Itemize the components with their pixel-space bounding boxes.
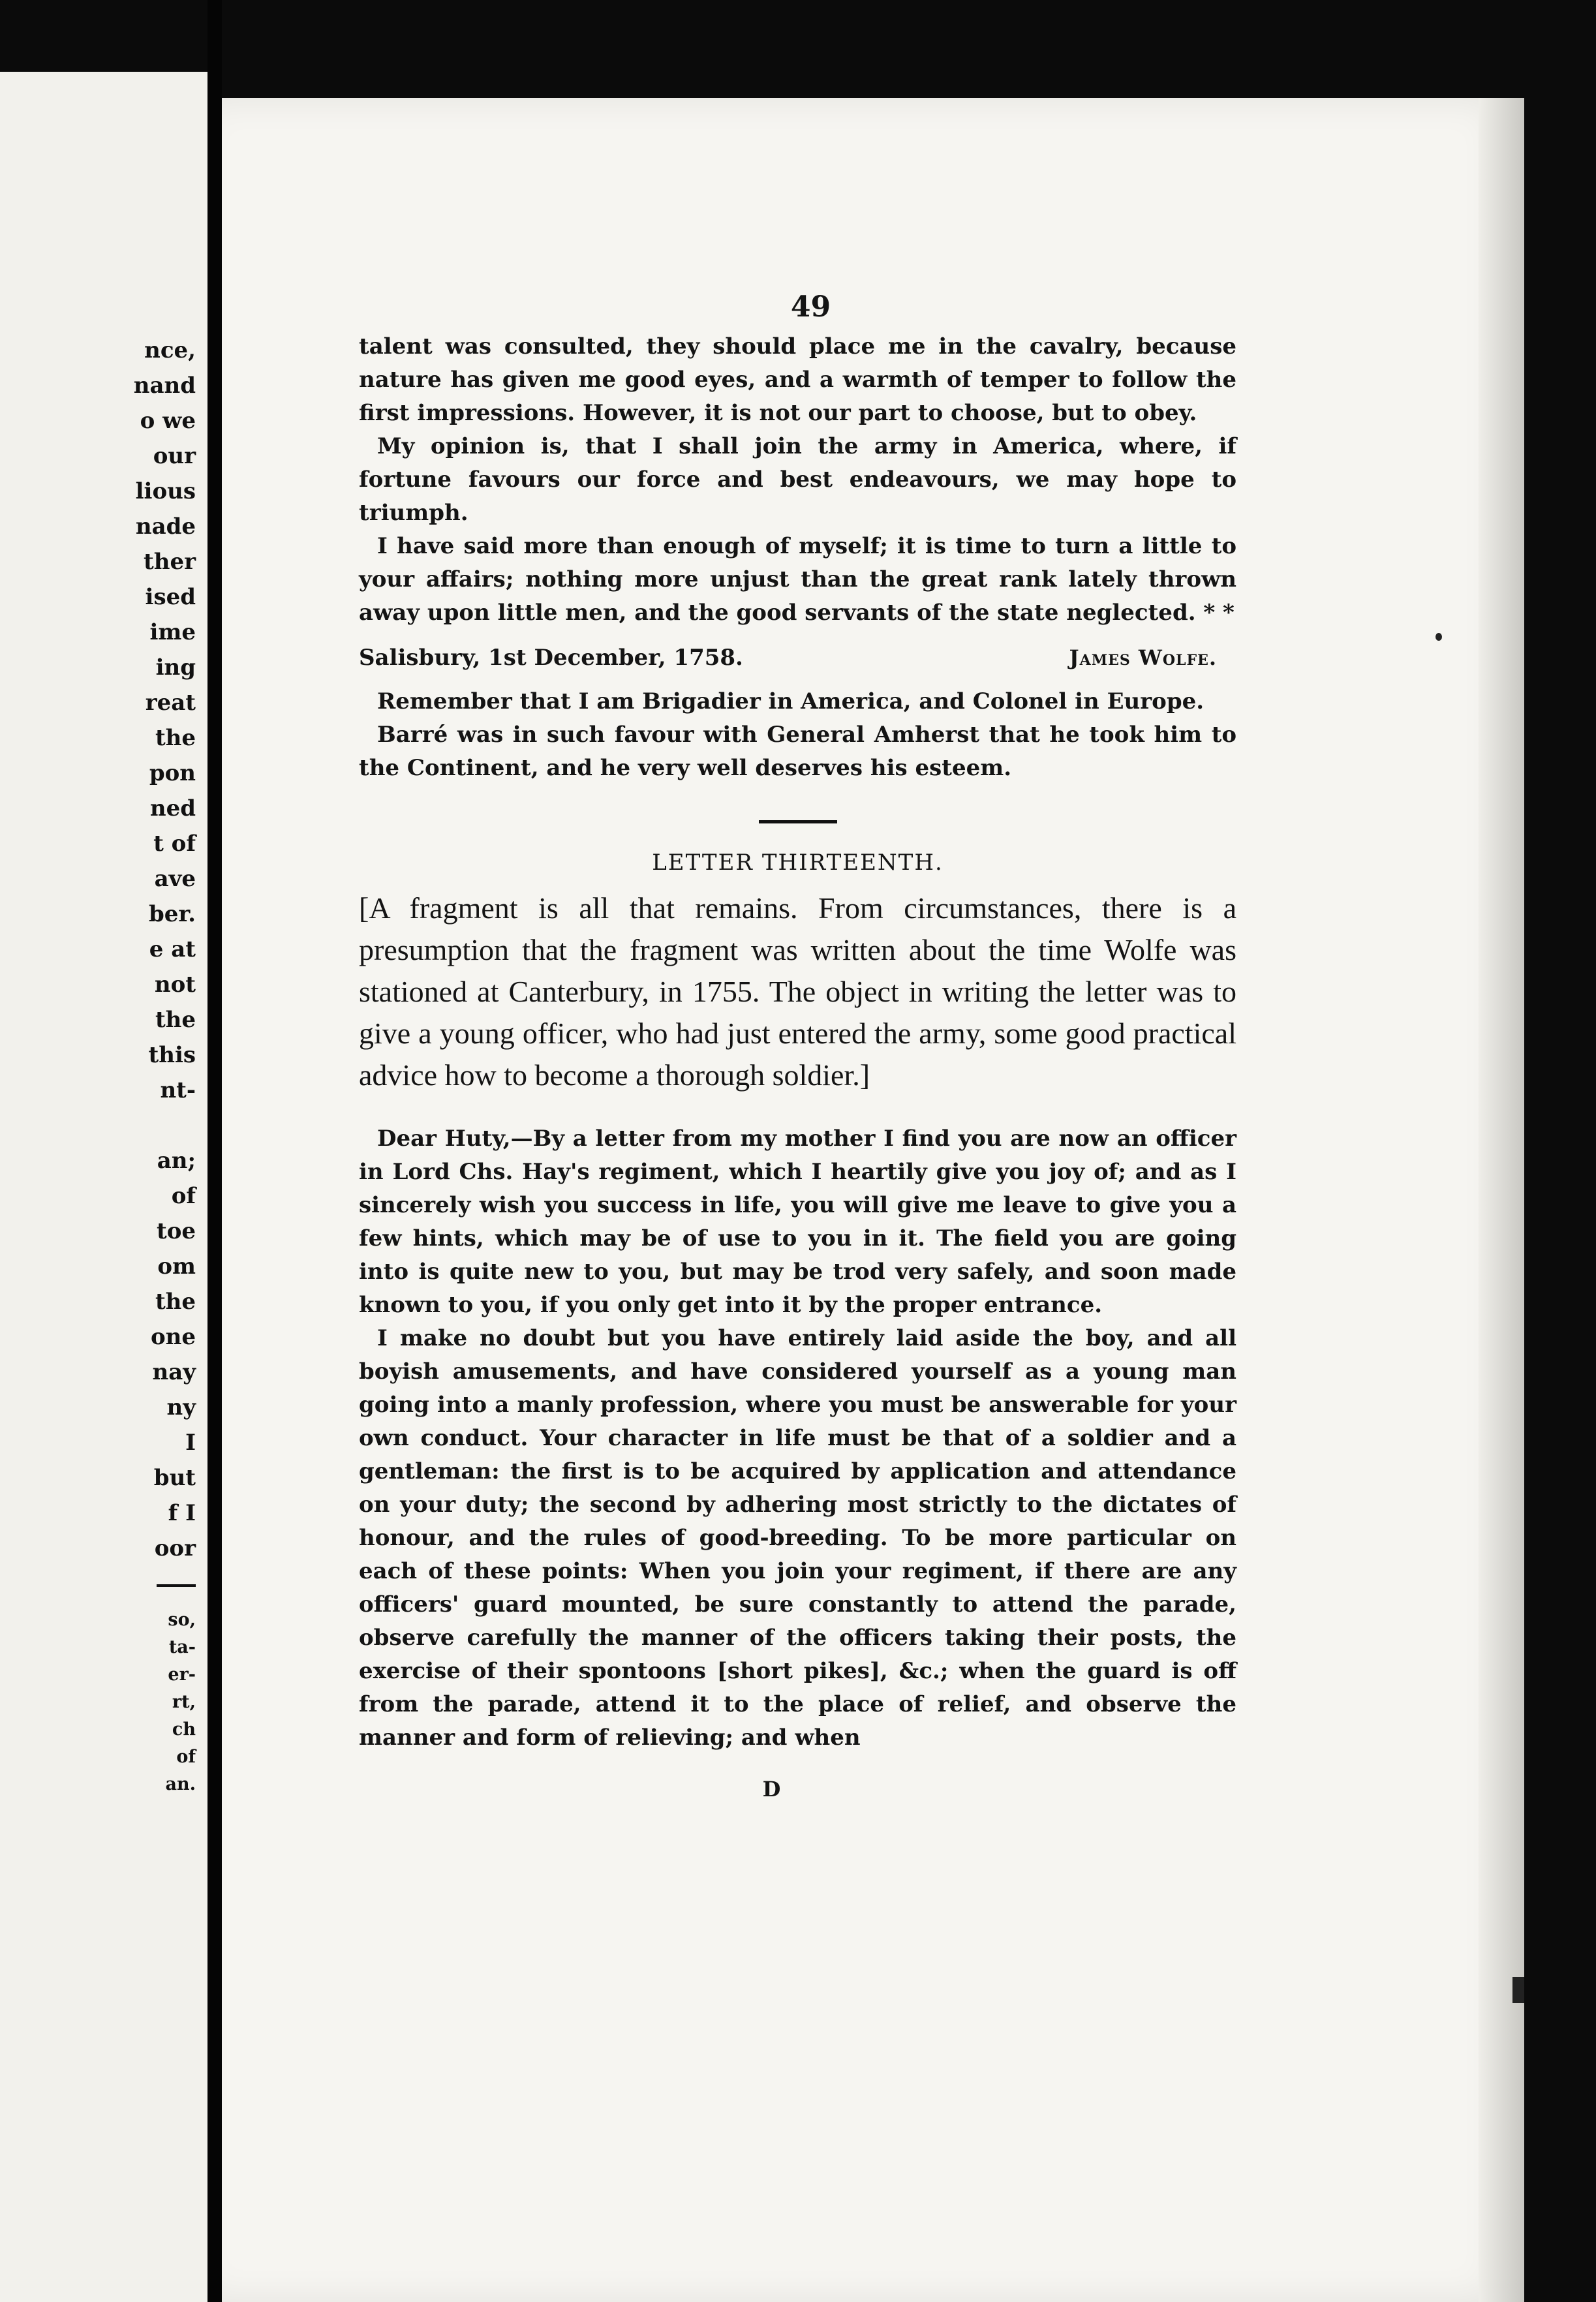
previous-page-line: ned (149, 795, 196, 821)
previous-page-line: e at (149, 936, 196, 962)
book-page (222, 98, 1524, 2302)
previous-page-line: toe (156, 1218, 196, 1244)
previous-page-line: nce, (144, 337, 196, 363)
previous-page-line: ing (155, 654, 196, 681)
previous-page-line: nand (133, 373, 196, 399)
paragraph: My opinion is, that I shall join the army in America, where, if fortune favours our force and best endeavours, we may hope to triumph. (359, 433, 1236, 526)
letter-paragraph: I make no doubt but you have entirely laid aside the boy, and all boyish amusements, and have considered yourself as a young man going into a manly profession, where you must be answerable for your own conduct. Your character in life must be that of a soldier and a gentleman: the first is to be acquired by application and attendance on your duty; the second by adhering most strictly to the dictates of honour, and the rules of good-breeding. To be more particular on each of these points: When you join your regiment, if there are any officers' guard mounted, be sure constantly to attend the parade, observe carefully the manner of the officers taking their posts, the exercise of their spontoons [short pikes], &c.; when the guard is off from the parade, attend it to the place of relief, and observe the manner and form of relieving; and when (359, 1325, 1236, 1751)
previous-page-strip (0, 72, 207, 2302)
previous-page-line: one (150, 1324, 196, 1350)
previous-page-line: ny (166, 1394, 196, 1420)
page-number: 49 (790, 290, 831, 324)
previous-page-line: this (148, 1042, 196, 1068)
previous-page-text (0, 333, 196, 1798)
previous-page-line: nay (152, 1359, 196, 1385)
page-edge-shadow (1479, 98, 1524, 2302)
letter-paragraph: Dear Huty,—By a letter from my mother I find you are now an officer in Lord Chs. Hay's regiment, which I heartily give you joy of; and as I sincerely wish you success in life, you will give me leave to give you a few hints, which may be of use to you in it. The field you are going into is quite new to you, but may be trod very safely, and soon made known to you, if you only get into it by the proper entrance. (359, 1126, 1236, 1318)
paragraph: talent was consulted, they should place me in the cavalry, because nature has given me good eyes, and a warmth of temper to follow the first impressions. However, it is not our part to choose, but to obey. (359, 333, 1236, 426)
previous-page-line: so, (168, 1610, 196, 1630)
ink-speck (1435, 633, 1442, 641)
previous-page-line: ta- (168, 1637, 196, 1657)
previous-page-line: ber. (148, 901, 196, 927)
previous-page-line: ther (144, 549, 196, 575)
previous-page-line: of (171, 1183, 196, 1209)
previous-page-line: reat (145, 690, 196, 716)
paragraph: Remember that I am Brigadier in America, and Colonel in Europe. (377, 688, 1205, 714)
previous-page-line: our (153, 443, 196, 469)
previous-page-line: ised (145, 584, 196, 610)
previous-page-line: er- (168, 1665, 196, 1685)
previous-page-line: I (185, 1430, 196, 1456)
signature: James Wolfe. (1069, 645, 1217, 670)
previous-page-line: rt, (172, 1692, 196, 1712)
previous-page-line: om (157, 1253, 196, 1280)
paragraph: Barré was in such favour with General Amherst that he took him to the Continent, and he very well deserves his esteem. (359, 722, 1236, 781)
previous-page-body (0, 333, 196, 1566)
previous-page-line: o we (140, 408, 196, 434)
previous-page-line: oor (154, 1535, 196, 1561)
previous-page-line: lious (135, 478, 196, 504)
previous-page-line: ch (172, 1719, 196, 1740)
letter-signoff (359, 641, 1236, 675)
page-clip-mark (1512, 1977, 1524, 2003)
previous-page-line: the (155, 1007, 196, 1033)
previous-page-line: nt- (160, 1077, 196, 1103)
previous-page-line (0, 1108, 196, 1143)
letter-heading: LETTER THIRTEENTH. (652, 850, 944, 876)
previous-page-line: t of (153, 831, 196, 857)
previous-page-line: but (153, 1465, 196, 1491)
place-date: Salisbury, 1st December, 1758. (359, 645, 743, 671)
previous-page-line: an; (157, 1148, 196, 1174)
section-divider (759, 820, 837, 823)
book-gutter (207, 0, 222, 2302)
previous-page-line: f I (168, 1500, 196, 1526)
previous-page-line: of (176, 1747, 196, 1767)
letter-introduction: [A fragment is all that remains. From circumstances, there is a presumption that the fragment was written about the time Wolfe was stationed at Canterbury, in 1755. The object in writing the letter was to give a young officer, who had just entered the army, some good practical advice how to become a thorough soldier.] (359, 891, 1236, 1092)
previous-page-line: an. (165, 1774, 196, 1794)
previous-page-line: ime (149, 619, 196, 645)
paragraph: I have said more than enough of myself; it is time to turn a little to your affairs; nothing more unjust than the great rank lately thrown away upon little men, and the good servants of the state neglected. * * (359, 533, 1236, 626)
previous-page-line: pon (149, 760, 196, 786)
previous-page-line: ave (154, 866, 196, 892)
signature-mark: D (762, 1777, 781, 1802)
previous-page-notes (0, 1606, 196, 1798)
previous-page-line: nade (135, 514, 196, 540)
previous-page-line: the (155, 1289, 196, 1315)
previous-page-rule (157, 1584, 196, 1587)
previous-page-line: the (155, 725, 196, 751)
page-content (359, 290, 1236, 1802)
previous-page-line: not (154, 972, 196, 998)
